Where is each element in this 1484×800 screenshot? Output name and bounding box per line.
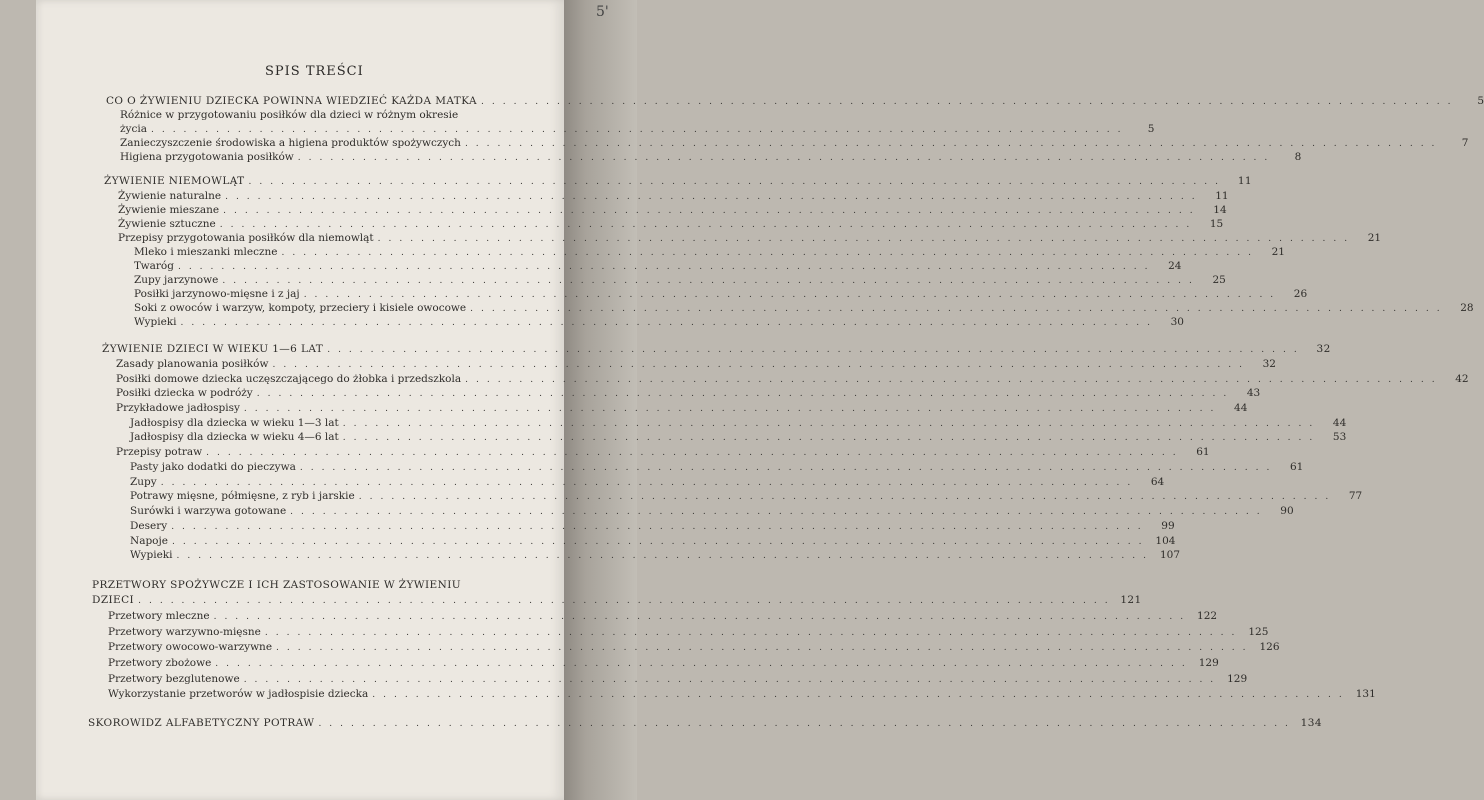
toc-page-number: 11 <box>1215 190 1229 202</box>
toc-page-number: 25 <box>1212 274 1226 286</box>
toc-item <box>118 203 1227 217</box>
toc-item-label: Zupy <box>130 476 157 488</box>
toc-item-label: Przetwory owocowo-warzywne <box>108 641 273 653</box>
toc-item <box>116 386 1261 400</box>
handwritten-mark: 5' <box>596 4 609 20</box>
toc-item-label: Żywienie mieszane <box>118 204 220 216</box>
dot-leader: .......................................................................................... <box>150 125 1129 135</box>
toc-heading-label: PRZETWORY SPOŻYWCZE I ICH ZASTOSOWANIE W ŻYWIENIU <box>92 579 461 591</box>
toc-item <box>130 519 1175 533</box>
toc-item <box>108 656 1219 670</box>
toc-item-label: życia <box>120 123 147 135</box>
toc-page-number: 129 <box>1227 673 1248 685</box>
toc-page-number: 126 <box>1259 641 1280 653</box>
toc-item-label: Żywienie sztuczne <box>118 218 216 230</box>
toc-item-label: Jadłospisy dla dziecka w wieku 4—6 lat <box>130 431 339 443</box>
toc-item <box>118 231 1382 245</box>
toc-item <box>120 108 542 122</box>
toc-page-number: 32 <box>1316 343 1331 355</box>
toc-page-number: 125 <box>1248 626 1269 638</box>
toc-item-label: Żywienie naturalne <box>118 190 222 202</box>
toc-page-number: 32 <box>1262 358 1276 370</box>
toc-heading-4 <box>92 578 557 592</box>
dot-leader: .......................................................................................... <box>470 304 1448 314</box>
toc-item-label: Przepisy potraw <box>116 446 203 458</box>
toc-heading-label: CO O ŻYWIENIU DZIECKA POWINNA WIEDZIEĆ KAŻDA MATKA <box>106 95 477 107</box>
toc-heading-2 <box>104 174 1252 188</box>
toc-page-number: 122 <box>1197 610 1218 622</box>
toc-heading-label: SKOROWIDZ ALFABETYCZNY POTRAW <box>88 717 315 729</box>
toc-item-label: Wypieki <box>130 549 173 561</box>
toc-item-label: Higiena przygotowania posiłków <box>120 151 294 163</box>
toc-item <box>108 687 1376 701</box>
toc-page-number: 107 <box>1159 549 1180 561</box>
toc-item <box>130 460 1304 474</box>
toc-item <box>116 401 1248 415</box>
toc-item <box>116 357 1276 371</box>
toc-page-number: 61 <box>1289 461 1304 473</box>
toc-page-number: 64 <box>1150 476 1165 488</box>
dot-leader: .......................................................................................... <box>219 220 1198 230</box>
toc-item <box>134 273 1226 287</box>
toc-item <box>108 609 1218 623</box>
toc-item <box>108 640 1280 654</box>
toc-page-number: 24 <box>1168 260 1182 272</box>
dot-leader: .......................................................................................... <box>318 719 1296 729</box>
toc-page-number: 8 <box>1294 151 1302 163</box>
toc-item <box>134 259 1182 273</box>
toc-heading-label: ŻYWIENIE DZIECI W WIEKU 1—6 LAT <box>102 343 324 355</box>
toc-item-label: Przykładowe jadłospisy <box>116 402 240 414</box>
toc-item-label: Różnice w przygotowaniu posiłków dla dzieci w różnym okresie <box>120 109 459 121</box>
toc-page-number: 14 <box>1213 204 1227 216</box>
dot-leader: .......................................................................................... <box>213 612 1192 622</box>
toc-item <box>120 150 1302 164</box>
dot-leader: .......................................................................................... <box>223 206 1201 216</box>
toc-page-number: 104 <box>1155 535 1176 547</box>
toc-item-label: Przetwory bezglutenowe <box>108 673 240 685</box>
dot-leader: .......................................................................................... <box>303 290 1282 300</box>
toc-heading-label: DZIECI <box>92 594 135 606</box>
dot-leader: .......................................................................................... <box>342 433 1321 443</box>
toc-page-number: 7 <box>1461 137 1469 149</box>
toc-page-number: 42 <box>1455 373 1469 385</box>
toc-page-number: 129 <box>1198 657 1219 669</box>
toc-item <box>116 372 1469 386</box>
toc-item-label: Soki z owoców i warzyw, kompoty, przeciery i kisiele owocowe <box>134 302 467 314</box>
dot-leader: .......................................................................................... <box>342 419 1321 429</box>
toc-item-label: Przetwory zbożowe <box>108 657 212 669</box>
toc-item <box>116 445 1210 459</box>
toc-heading-1 <box>106 94 1484 108</box>
page-title: SPIS TREŚCI <box>265 64 364 79</box>
toc-item <box>130 475 1165 489</box>
toc-item-label: Zanieczyszczenie środowiska a higiena produktów spożywczych <box>120 137 461 149</box>
dot-leader: .......................................................................................... <box>327 345 1305 355</box>
toc-item-label: Napoje <box>130 535 168 547</box>
dot-leader: .......................................................................................... <box>177 262 1156 272</box>
toc-item <box>130 548 1180 562</box>
toc-page-number: 28 <box>1460 302 1474 314</box>
toc-item-label: Zupy jarzynowe <box>134 274 219 286</box>
toc-page-number: 131 <box>1355 688 1376 700</box>
dot-leader: .......................................................................................... <box>180 318 1158 328</box>
dot-leader: .......................................................................................... <box>299 463 1278 473</box>
toc-page-number: 53 <box>1332 431 1347 443</box>
toc-item <box>108 672 1248 686</box>
toc-item <box>134 287 1308 301</box>
toc-item-label: Wypieki <box>134 316 177 328</box>
dot-leader: .......................................................................................... <box>281 248 1259 258</box>
toc-item-label: Twaróg <box>134 260 174 272</box>
toc-item <box>120 136 1469 150</box>
toc-item <box>108 625 1269 639</box>
dot-leader: .......................................................................................... <box>297 153 1276 163</box>
toc-page-number: 61 <box>1196 446 1210 458</box>
dot-leader: .......................................................................................... <box>248 177 1226 187</box>
dot-leader: .......................................................................................... <box>377 234 1356 244</box>
dot-leader: .......................................................................................... <box>358 492 1337 502</box>
dot-leader: .......................................................................................... <box>171 522 1149 532</box>
toc-page-number: 121 <box>1120 594 1142 606</box>
toc-item <box>130 534 1176 548</box>
toc-item <box>134 301 1474 315</box>
dot-leader: .......................................................................................... <box>264 628 1243 638</box>
dot-leader: .......................................................................................... <box>215 659 1193 669</box>
toc-item-label: Posiłki dziecka w podróży <box>116 387 253 399</box>
toc-heading-3 <box>102 342 1331 356</box>
toc-item-label: Jadłospisy dla dziecka w wieku 1—3 lat <box>130 417 339 429</box>
dot-leader: .......................................................................................... <box>290 507 1268 517</box>
dot-leader: .......................................................................................... <box>256 389 1235 399</box>
toc-item-label: Wykorzystanie przetworów w jadłospisie dziecka <box>108 688 369 700</box>
dot-leader: .......................................................................................... <box>138 596 1116 606</box>
toc-item-label: Przetwory mleczne <box>108 610 210 622</box>
toc-item-label: Potrawy mięsne, półmięsne, z ryb i jarskie <box>130 490 355 502</box>
toc-page-number: 44 <box>1332 417 1347 429</box>
dot-leader: .......................................................................................... <box>276 643 1254 653</box>
toc-item-label: Przetwory warzywno-mięsne <box>108 626 261 638</box>
dot-leader: .......................................................................................... <box>481 97 1459 107</box>
toc-item <box>120 122 1155 136</box>
dot-leader: .......................................................................................... <box>272 360 1250 370</box>
dot-leader: .......................................................................................... <box>176 551 1154 561</box>
toc-item <box>134 245 1285 259</box>
toc-item-label: Posiłki domowe dziecka uczęszczającego do żłobka i przedszkola <box>116 373 462 385</box>
toc-item <box>118 217 1224 231</box>
toc-page-number: 43 <box>1246 387 1261 399</box>
dot-leader: .......................................................................................... <box>171 537 1150 547</box>
dot-leader: .......................................................................................... <box>464 139 1443 149</box>
toc-page-number: 5 <box>1477 95 1484 107</box>
dot-leader: .......................................................................................... <box>243 404 1222 414</box>
toc-item <box>118 189 1229 203</box>
toc-page-number: 30 <box>1170 316 1184 328</box>
toc-page-number: 21 <box>1367 232 1382 244</box>
toc-page-number: 26 <box>1293 288 1308 300</box>
toc-page-number: 15 <box>1209 218 1224 230</box>
toc-item-label: Zasady planowania posiłków <box>116 358 269 370</box>
dot-leader: .......................................................................................... <box>225 192 1203 202</box>
dot-leader: .......................................................................................... <box>222 276 1200 286</box>
toc-item-label: Posiłki jarzynowo-mięsne i z jaj <box>134 288 300 300</box>
toc-item-label: Pasty jako dodatki do pieczywa <box>130 461 296 473</box>
toc-page-number: 134 <box>1300 717 1322 729</box>
toc-item <box>130 430 1347 444</box>
dot-leader: .......................................................................................... <box>465 375 1443 385</box>
toc-page-number: 11 <box>1237 175 1252 187</box>
toc-item-label: Przepisy przygotowania posiłków dla niemowląt <box>118 232 374 244</box>
dot-leader: .......................................................................................... <box>372 690 1350 700</box>
toc-item <box>130 504 1294 518</box>
toc-item-label: Mleko i mieszanki mleczne <box>134 246 278 258</box>
toc-page-number: 44 <box>1234 402 1248 414</box>
toc-item-label: Desery <box>130 520 168 532</box>
toc-item-label: Surówki i warzywa gotowane <box>130 505 287 517</box>
dot-leader: .......................................................................................... <box>243 675 1222 685</box>
toc-heading-label: ŻYWIENIE NIEMOWLĄT <box>104 175 245 187</box>
toc-page-number: 21 <box>1271 246 1285 258</box>
toc-heading-4-cont <box>92 593 1142 607</box>
dot-leader: .......................................................................................... <box>206 448 1184 458</box>
toc-item <box>130 489 1363 503</box>
toc-page-number: 99 <box>1161 520 1175 532</box>
toc-page-number: 90 <box>1280 505 1294 517</box>
toc-page-number: 5 <box>1147 123 1155 135</box>
toc-heading-5 <box>88 716 1322 730</box>
toc-item <box>134 315 1184 329</box>
dot-leader: .......................................................................................... <box>160 478 1139 488</box>
toc-page-number: 77 <box>1348 490 1363 502</box>
toc-item <box>130 416 1347 430</box>
